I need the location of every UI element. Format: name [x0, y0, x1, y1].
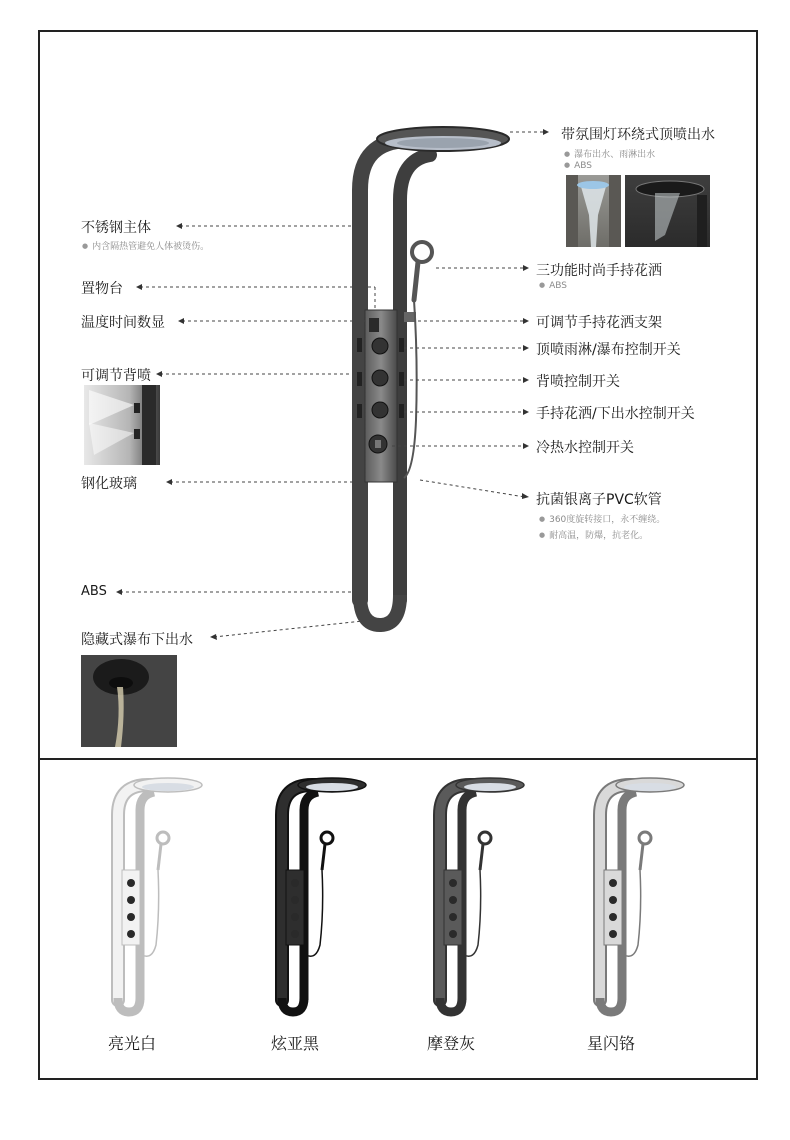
waterfall-photo: [566, 175, 621, 247]
back-spray-photo: [84, 385, 160, 465]
variant-name-black: 炫亚黑: [271, 1034, 320, 1053]
knob-top-spray: [372, 338, 388, 354]
label-switch-hand: 手持花洒/下出水控制开关: [536, 406, 695, 422]
label-shelf: 置物台: [81, 281, 123, 297]
label-holder: 可调节手持花洒支架: [536, 315, 662, 331]
note-hose-2: ● 耐高温，防爆，抗老化。: [539, 528, 648, 541]
stainless-pipe-inner: [400, 155, 430, 600]
label-back-spray: 可调节背喷: [81, 368, 151, 384]
label-hose: 抗菌银离子PVC软管: [536, 492, 662, 508]
note-hose-1: ● 360度旋转接口，永不缠绕。: [539, 512, 665, 525]
knob-back-spray: [372, 370, 388, 386]
label-hidden-outlet: 隐藏式瀑布下出水: [81, 632, 193, 648]
label-switch-top: 顶喷雨淋/瀑布控制开关: [536, 342, 681, 358]
label-stainless-body: 不锈钢主体: [81, 220, 151, 236]
variant-name-grey: 摩登灰: [427, 1034, 476, 1053]
knob-hand-spray: [372, 402, 388, 418]
label-glass: 钢化玻璃: [81, 476, 137, 492]
variant-name-white: 亮光白: [108, 1034, 157, 1053]
note-top-spray-1: ● 瀑布出水、雨淋出水: [564, 147, 655, 160]
handheld-head: [412, 242, 432, 262]
label-top-spray: 带氛围灯环绕式顶喷出水: [561, 127, 715, 143]
label-switch-back: 背喷控制开关: [536, 374, 620, 390]
note-top-spray-2: ● ABS: [564, 161, 592, 171]
note-stainless: ● 内含隔热管避免人体被烫伤。: [82, 239, 209, 252]
label-abs: ABS: [81, 584, 107, 599]
label-switch-temp: 冷热水控制开关: [536, 440, 634, 456]
hidden-outlet-photo: [81, 655, 177, 747]
rain-spray-photo: [625, 175, 710, 247]
label-handheld: 三功能时尚手持花洒: [536, 263, 662, 279]
control-panel: [365, 310, 397, 482]
note-handheld: ● ABS: [539, 281, 567, 291]
label-display: 温度时间数显: [81, 315, 165, 331]
variant-name-chrome: 星闪铬: [587, 1034, 636, 1053]
